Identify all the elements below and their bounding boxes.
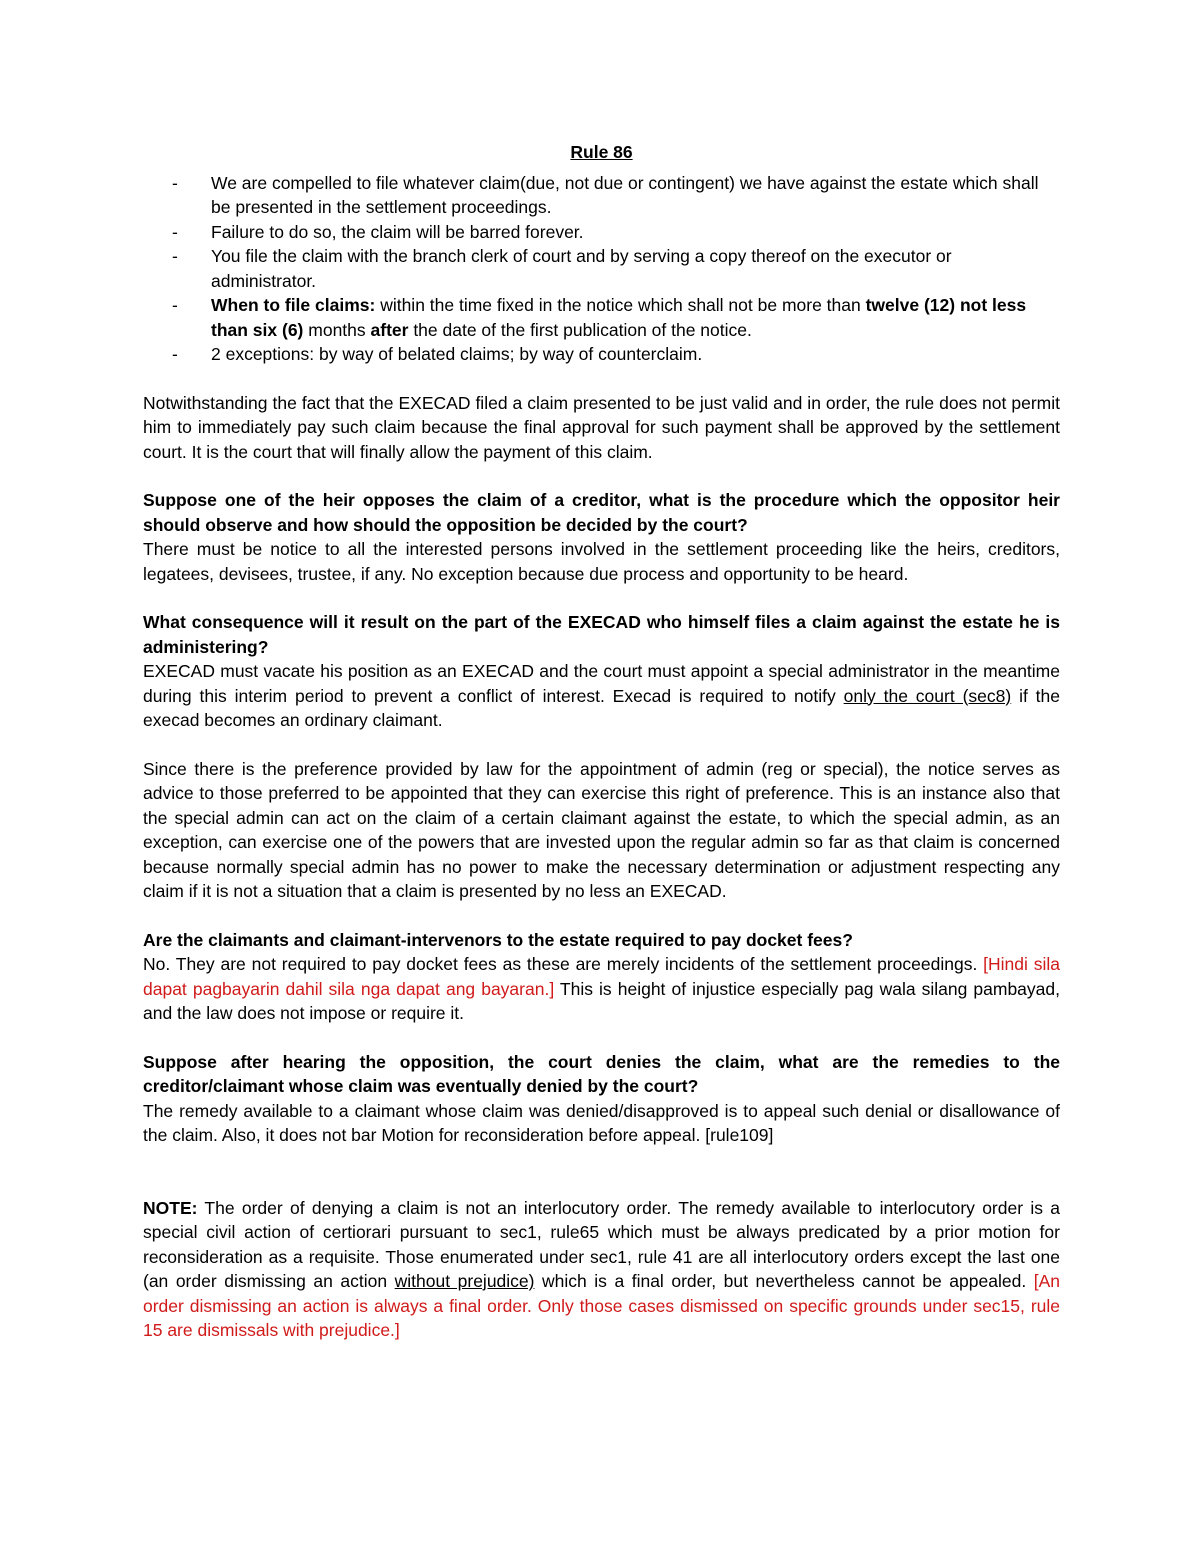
page-title: Rule 86 xyxy=(570,142,633,162)
dash-marker: - xyxy=(172,295,178,315)
answer-heir-opposition: There must be notice to all the interested persons involved in the settlement proceeding like the heirs, creditors, legatees, devisees, trustee, if any. No exception because due process and opportunity to be heard. xyxy=(143,539,1060,584)
list-item: - Failure to do so, the claim will be barred forever. xyxy=(143,220,1060,245)
paragraph-notwithstanding: Notwithstanding the fact that the EXECAD filed a claim presented to be just valid and in order, the rule does not permit him to immediately pay such claim because the final approval for such payment shall be approved by the settlement court. It is the court that will finally allow the payment of this claim. xyxy=(143,392,1060,462)
answer-docket-fees: No. They are not required to pay docket fees as these are merely incidents of the settlement proceedings. [Hindi sila dapat pagbayarin dahil sila nga dapat ang bayaran.] This is height of injustice especially pag wala silang pambayad, and the law does not impose or require it. xyxy=(143,954,1060,1023)
list-item-when-to-file: - When to file claims: within the time fixed in the notice which shall not be more than twelve (12) not less than six (6) months after the date of the first publication of the notice. xyxy=(172,295,1027,340)
question-docket-fees: Are the claimants and claimant-intervenors to the estate required to pay docket fees? xyxy=(143,929,853,950)
paragraph-preference: Since there is the preference provided by law for the appointment of admin (reg or special), the notice serves as advice to those preferred to be appointed that they can exercise this right of preference. This is an instance also that the special admin can act on the claim of a certain claimant against the estate, to which the special admin, as an exception, can exercise one of the powers that are invested upon the regular admin so far as that claim is concerned because normally special admin has no power to make the necessary determination or adjustment respecting any claim if it is not a situation that a claim is presented by no less an EXECAD. xyxy=(143,758,1060,901)
dash-marker: - xyxy=(172,246,178,266)
list-item: - We are compelled to file whatever claim(due, not due or contingent) we have against the estate which shall be presented in the settlement proceedings. xyxy=(172,172,1039,217)
answer-denied-claim: The remedy available to a claimant whose claim was denied/disapproved is to appeal such denial or disallowance of the claim. Also, it does not bar Motion for reconsideration before appeal. [rule109] xyxy=(143,1100,1060,1145)
question-heir-opposition: Suppose one of the heir opposes the claim of a creditor, what is the procedure which the oppositor heir should observe and how should the opposition be decided by the court? xyxy=(143,490,1060,535)
document-page xyxy=(143,140,1060,1343)
bullet-list xyxy=(143,171,1060,367)
question-execad-claim: What consequence will it result on the part of the EXECAD who himself files a claim against the estate he is administering? xyxy=(143,612,1060,657)
question-denied-claim: Suppose after hearing the opposition, the court denies the claim, what are the remedies to the creditor/claimant whose claim was eventually denied by the court? xyxy=(143,1051,1060,1096)
list-item: - 2 exceptions: by way of belated claims; by way of counterclaim. xyxy=(143,342,1060,367)
dash-marker: - xyxy=(172,344,178,364)
answer-execad-claim: EXECAD must vacate his position as an EXECAD and the court must appoint a special administrator in the meantime during this interim period to prevent a conflict of interest. Execad is required to notify only the court (sec8) if the execad becomes an ordinary claimant. xyxy=(143,661,1061,730)
dash-marker: - xyxy=(172,172,178,193)
note-paragraph: NOTE: The order of denying a claim is not an interlocutory order. The remedy available to interlocutory order is a special civil action of certiorari pursuant to sec1, rule65 which must be always predicated by a prior motion for reconsideration as a requisite. Those enumerated under sec1, rule 41 are all interlocutory orders except the last one (an order dismissing an action without prejudice) which is a final order, but nevertheless cannot be appealed. [An order dismissing an action is always a final order. Only those cases dismissed on specific grounds under sec15, rule 15 are dismissals with prejudice.] xyxy=(143,1197,1061,1340)
dash-marker: - xyxy=(172,221,178,242)
list-item: - You file the claim with the branch clerk of court and by serving a copy thereof on the executor or administrator. xyxy=(172,246,952,291)
